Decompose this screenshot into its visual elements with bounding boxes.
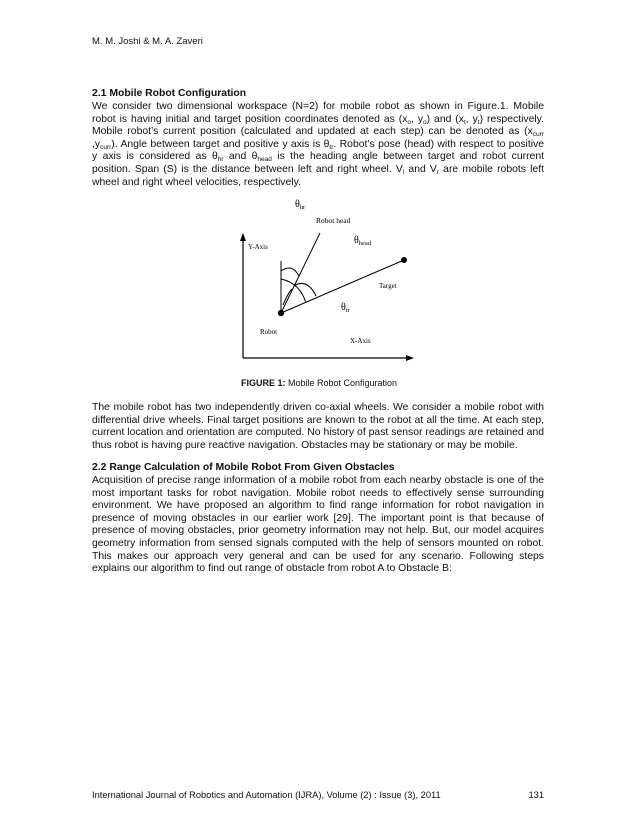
theta-hr-arc (281, 268, 299, 276)
y-axis-label: Y-Axis (248, 243, 268, 251)
x-axis-label: X-Axis (350, 337, 371, 345)
figure-caption: FIGURE 1: Mobile Robot Configuration (240, 378, 398, 388)
target-label: Target (379, 282, 397, 290)
page-footer (92, 790, 544, 800)
page-number: 131 (528, 790, 544, 800)
drive-paragraph: The mobile robot has two independently driven co-axial wheels. We consider a mobile robot with differential drive wheels. Final target positions are known to the robot at all the time. At each step, current location and orientation are computed. No history of past sensor readings are retained and thus robot is having pure reactive navigation. Obstacles may be stationary or may be mobile. (92, 402, 544, 451)
section-title-2-2: 2.2 Range Calculation of Mobile Robot From Given Obstacles (92, 462, 395, 473)
theta-head-arc (295, 283, 316, 296)
section-2-1-paragraph: We consider two dimensional workspace (N=2) for mobile robot as shown in Figure.1. Mobile robot is having initial and target position coordinates denoted as ($x_o$, $y_o$) and ($x_t$, $y_t$) respectively. Mobile robot’s current position (calculated and updated at each step) can be denoted as ($x_{curr}$ $,y_{curr}$). Angle between target and positive y axis is $\theta_{tr}$. Robot’s pose (head) with respect to positive y axis is considered as $\theta_{hr}$ and $\theta_{head}$ is the heading angle between target and robot current position. Span (S) is the distance between left and right wheel. $V_l$ and $V_r$ are mobile robots left wheel and right wheel velocities, respectively. (92, 101, 544, 188)
robot-configuration-figure (220, 193, 420, 363)
theta-tr-arc (281, 279, 306, 303)
theta-head-label: $\theta_{head}$ (354, 235, 372, 247)
theta-tr-label: $\theta_{tr}$ (341, 302, 350, 314)
x-axis-arrow (406, 355, 414, 361)
running-header: M. M. Joshi & M. A. Zaveri (92, 36, 203, 47)
robot-point (278, 310, 284, 316)
journal-citation: International Journal of Robotics and Automation (IJRA), Volume (2) : Issue (3), 2011 (92, 790, 441, 800)
robot-head-line (281, 233, 320, 313)
target-point (401, 257, 407, 263)
section-title-2-1: 2.1 Mobile Robot Configuration (92, 88, 247, 99)
robot-head-label: Robot head (316, 216, 351, 225)
robot-configuration-diagram (220, 193, 420, 363)
inner-angle-arc (283, 289, 292, 305)
theta-hr-label: $\theta_{hr}$ (295, 199, 306, 211)
robot-label: Robot (260, 328, 278, 336)
y-axis-arrow (240, 233, 246, 241)
section-2-2-paragraph: Acquisition of precise range information of a mobile robot from each nearby obstacle is one of the most important tasks for robot navigation. Mobile robot needs to effectively sense surrounding environment. We have proposed an algorithm to find range information for robot navigation in presence of moving obstacles in our earlier work [29]. The important point is that because of presence of moving obstacles, prior geometry information may not help. But, our model acquires geometry information from sensed signals computed with the help of sensors mounted on robot. This makes our approach very general and can be used for any scenario. Following steps explains our algorithm to find out range of obstacle from robot A to Obstacle B: (92, 475, 544, 575)
